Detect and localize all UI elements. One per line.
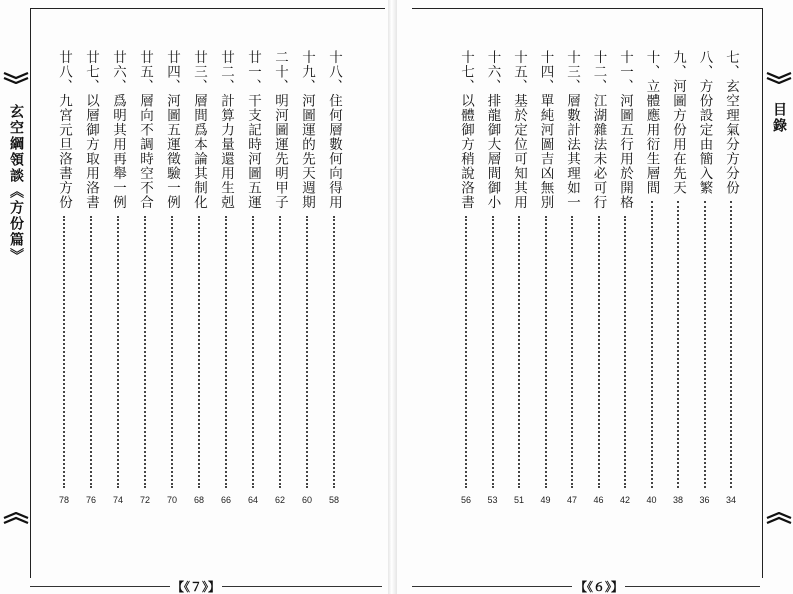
toc-leader-dots — [704, 201, 706, 488]
toc-entry-page: 49 — [540, 495, 551, 505]
right-footer-rule-right — [625, 586, 760, 587]
toc-entry — [696, 50, 714, 530]
toc-entry — [163, 50, 181, 530]
toc-entry-page: 38 — [672, 495, 683, 505]
toc-entry-page: 47 — [566, 495, 577, 505]
left-outer-rule — [30, 8, 31, 578]
toc-entry-title: 廿六、爲明其用再舉一例 — [110, 50, 126, 210]
chevron-up-icon — [3, 512, 29, 524]
toc-entry-title: 十九、河圖運的先天週期 — [299, 50, 315, 210]
toc-entry — [484, 50, 502, 530]
chevron-down-icon — [766, 72, 792, 84]
toc-entry — [271, 50, 289, 530]
right-side-tab — [766, 72, 792, 542]
toc-entry — [722, 50, 740, 530]
toc-entry-page: 56 — [460, 495, 471, 505]
toc-entry — [616, 50, 634, 530]
toc-entry — [109, 50, 127, 530]
toc-leader-dots — [171, 216, 173, 488]
left-page-number: 【《７》】 — [172, 580, 221, 594]
toc-entry-title: 十一、河圖五行用於開格 — [617, 50, 633, 210]
toc-leader-dots — [90, 216, 92, 488]
toc-entry — [55, 50, 73, 530]
left-footer-rule-left — [30, 586, 170, 587]
toc-entry-page: 36 — [699, 495, 710, 505]
toc-entry-page: 51 — [513, 495, 524, 505]
toc-entry — [537, 50, 555, 530]
toc-entry-title: 九、河圖方份用在先天 — [670, 50, 686, 195]
toc-entry — [669, 50, 687, 530]
toc-leader-dots — [306, 216, 308, 488]
toc-entry-title: 廿三、層間爲本論其制化 — [191, 50, 207, 210]
toc-leader-dots — [730, 201, 732, 488]
right-top-rule — [412, 8, 762, 9]
toc-entry — [82, 50, 100, 530]
toc-entry-page: 60 — [301, 495, 312, 505]
toc-entry — [190, 50, 208, 530]
toc-leader-dots — [624, 216, 626, 488]
toc-leader-dots — [333, 216, 335, 488]
toc-leader-dots — [571, 216, 573, 488]
toc-entry-title: 十三、層數計法其理如一 — [564, 50, 580, 210]
toc-entry-title: 廿四、河圖五運徵驗一例 — [164, 50, 180, 210]
toc-leader-dots — [598, 216, 600, 488]
left-side-title: 玄空綱領談《方份篇》 — [8, 104, 24, 264]
toc-leader-dots — [465, 216, 467, 488]
toc-entry — [136, 50, 154, 530]
toc-entry — [298, 50, 316, 530]
toc-entry-title: 二十、明河圖運先明甲子 — [272, 50, 288, 210]
toc-entry-title: 廿七、以層御方取用洛書 — [83, 50, 99, 210]
toc-entry — [325, 50, 343, 530]
left-side-tab — [3, 72, 29, 542]
toc-entry — [457, 50, 475, 530]
toc-entry-page: 66 — [220, 495, 231, 505]
toc-entry-title: 廿一、干支記時河圖五運 — [245, 50, 261, 210]
toc-entry-page: 58 — [328, 495, 339, 505]
toc-entry-page: 76 — [85, 495, 96, 505]
toc-leader-dots — [252, 216, 254, 488]
toc-entry-title: 十二、江湖雜法未必可行 — [590, 50, 607, 210]
book-gutter — [388, 0, 397, 594]
toc-leader-dots — [198, 216, 200, 488]
toc-leader-dots — [225, 216, 227, 488]
right-page — [397, 0, 793, 594]
toc-leader-dots — [518, 216, 520, 488]
toc-entry-title: 十七、以體御方稍說洛書 — [458, 50, 474, 210]
toc-entry-page: 64 — [247, 495, 258, 505]
toc-entry — [643, 50, 661, 530]
toc-entry-page: 40 — [646, 495, 657, 505]
toc-entry-title: 廿八、九宮元旦洛書方份 — [56, 50, 72, 210]
chevron-up-icon — [766, 512, 792, 524]
toc-entry-title: 廿五、層向不調時空不合 — [137, 50, 153, 210]
toc-leader-dots — [63, 216, 65, 488]
left-page — [0, 0, 388, 594]
toc-leader-dots — [651, 201, 653, 488]
right-outer-rule — [762, 8, 763, 578]
left-footer-rule-right — [222, 586, 382, 587]
toc-leader-dots — [492, 216, 494, 488]
toc-entry — [244, 50, 262, 530]
toc-entry-title: 七、玄空理氣分方分份 — [723, 50, 739, 195]
toc-entry-page: 78 — [58, 495, 69, 505]
toc-entry — [590, 50, 608, 530]
toc-entry — [217, 50, 235, 530]
toc-entry-page: 62 — [274, 495, 285, 505]
toc-entry-title: 十五、基於定位可知其用 — [511, 50, 527, 210]
toc-entry — [510, 50, 528, 530]
toc-entry-title: 十四、單純河圖吉凶無別 — [537, 50, 554, 210]
toc-entry-title: 十八、住何層數何向得用 — [326, 50, 342, 210]
toc-entry-title: 八、方份設定由簡入繁 — [696, 50, 713, 195]
toc-entry-page: 70 — [166, 495, 177, 505]
toc-leader-dots — [117, 216, 119, 488]
toc-leader-dots — [279, 216, 281, 488]
toc-entry-page: 68 — [193, 495, 204, 505]
right-footer-rule-left — [412, 586, 572, 587]
toc-leader-dots — [144, 216, 146, 488]
toc-entry-title: 廿二、計算力量還用生剋 — [218, 50, 234, 210]
toc-entry-title: 十、立體應用衍生層間 — [643, 50, 660, 195]
toc-entry — [563, 50, 581, 530]
toc-leader-dots — [545, 216, 547, 488]
toc-entry-page: 46 — [593, 495, 604, 505]
toc-entry-page: 74 — [112, 495, 123, 505]
chevron-down-icon — [3, 72, 29, 84]
toc-entry-page: 53 — [487, 495, 498, 505]
left-top-rule — [30, 8, 385, 9]
toc-entry-title: 十六、排龍御大層間御小 — [484, 50, 501, 210]
toc-entry-page: 42 — [619, 495, 630, 505]
right-side-title: 目錄 — [771, 102, 787, 134]
right-page-number: 【《６》】 — [575, 580, 624, 594]
toc-leader-dots — [677, 201, 679, 488]
toc-entry-page: 34 — [725, 495, 736, 505]
toc-entry-page: 72 — [139, 495, 150, 505]
